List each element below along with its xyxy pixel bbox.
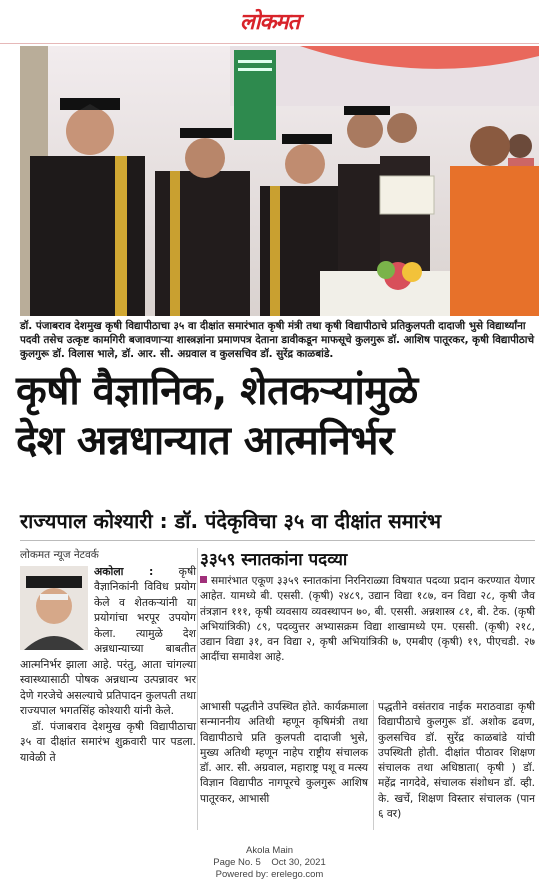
left-column [20, 548, 196, 765]
convocation-photo [20, 46, 539, 316]
masthead [0, 0, 539, 44]
right-column: पद्धतीने वसंतराव नाईक मराठवाडा कृषी विद्यापीठाचे कुलगुरू डॉ. अशोक ढवण, कुलसचिव डॉ. सुरेंद्र काळबांडे यांची उपस्थिती होती. दीक्षांत पीठावर शिक्षण संचालक तथा अधिष्ठाता( कृषी ) डॉ. महेंद्र नागदेवे, संचालक संशोधन डॉ. व्ही. के. खर्चे, शिक्षण विस्तार संचालक (पान ६ वर) [378, 701, 535, 821]
left-paragraph-1 [20, 564, 196, 719]
middle-column: आभासी पद्धतीने उपस्थित होते. कार्यक्रमाला सन्माननीय अतिथी म्हणून कृषिमंत्री तथा विद्यापीठाचे प्रति कुलपती दादाजी भुसे, मुख्य अतिथी म्हणून नाहेप राष्ट्रीय संचालक डॉ. आर. सी. अग्रवाल, महाराष्ट्र पशू व मत्स्य विज्ञान विद्यापीठ नागपूरचे कुलगुरू आशिष पातूरकर, आभासी [200, 701, 368, 805]
powered-by: Powered by: erelego.com [215, 869, 324, 880]
bullet-icon [200, 576, 207, 583]
headline-line-1: कृषी वैज्ञानिक, शेतकऱ्यांमुळे [16, 368, 418, 414]
issue-date: Oct 30, 2021 [271, 857, 326, 868]
page-info [0, 857, 539, 869]
governor-portrait [20, 566, 88, 650]
headline-line-2: देश अन्नधान्यात आत्मनिर्भर [16, 418, 394, 464]
subhead-rule [20, 540, 535, 541]
edition-label: Akola Main [246, 845, 293, 856]
column-divider-1 [197, 548, 198, 830]
byline: लोकमत न्यूज नेटवर्क [20, 549, 99, 561]
degrees-summary-text: समारंभात एकूण ३३५९ स्नातकांना निरनिराळ्या विषयात पदव्या प्रदान करण्यात येणार आहेत. यामध्ये बी. एससी. (कृषी) २४८९, उद्यान विद्या १८७, वन विद्या २८, कृषी जैव तंत्रज्ञान १११, कृषी व्यवसाय व्यवस्थापन ७०, बी. एससी. अन्नशास्त्र ८१, बी. टेक. (कृषी अभियांत्रिकी) ८९, पदव्युत्तर अभ्यासक्रम विद्या शाखामध्ये एम. एससी. (कृषी) २१८, उद्यान विद्या ३१, वन विद्या २, कृषी अभियांत्रिकी ७, एमबीए (कृषी) १९, पीएचडी. २७ आदींचा समावेश आहे. [200, 575, 535, 664]
left-p1-text: कृषी वैज्ञानिकांनी विविध प्रयोग केले व शेतकऱ्यांनी या प्रयोगांचा भरपूर उपयोग केला. त्यामुळे देश अन्नधान्याच्या बाबतीत आत्मनिर्भर झाला आहे. परंतु, आता चांगल्या स्वास्थ्यासाठी पोषक अन्नधान्य उत्पन्नावर भर देणे गरजेचे असल्याचे प्रतिपादन कुलपती तथा राज्यपाल भगतसिंह कोश्यारी यांनी केले. [20, 564, 196, 717]
page-footer [0, 845, 539, 881]
subheadline: राज्यपाल कोश्यारी : डॉ. पंदेकृविचा ३५ वा दीक्षांत समारंभ [20, 509, 442, 533]
degrees-summary [200, 574, 535, 666]
column-divider-2 [373, 700, 374, 830]
photo-caption: डॉ. पंजाबराव देशमुख कृषी विद्यापीठाचा ३५ वा दीक्षांत समारंभात कृषी मंत्री तथा कृषी विद्यापीठाचे प्रतिकुलपती दादाजी भुसे विद्यार्थ्यांना पदवी तसेच उत्कृष्ट कामगिरी बजावणाऱ्या शास्त्रज्ञांना प्रमाणपत्र देताना डावीकडून माफसूचे कुलगुरू डॉ. आशिष पातूरकर, कृषी विद्यापीठाचे कुलगुरू डॉ. विलास भाले, डॉ. आर. सी. अग्रवाल व कुलसचिव डॉ. सुरेंद्र काळबांडे. [20, 320, 535, 360]
newspaper-logo: लोकमत [239, 10, 300, 35]
left-paragraph-2: डॉ. पंजाबराव देशमुख कृषी विद्यापीठाचा ३५ वा दीक्षांत समारंभ शुक्रवारी पार पडला. यावेळी ते [20, 719, 196, 764]
sidebar-heading: ३३५९ स्नातकांना पदव्या [200, 550, 348, 570]
page-number: Page No. 5 [213, 857, 261, 868]
dateline: अकोला : [94, 564, 154, 578]
masthead-rule [0, 43, 539, 44]
headline [16, 366, 536, 466]
